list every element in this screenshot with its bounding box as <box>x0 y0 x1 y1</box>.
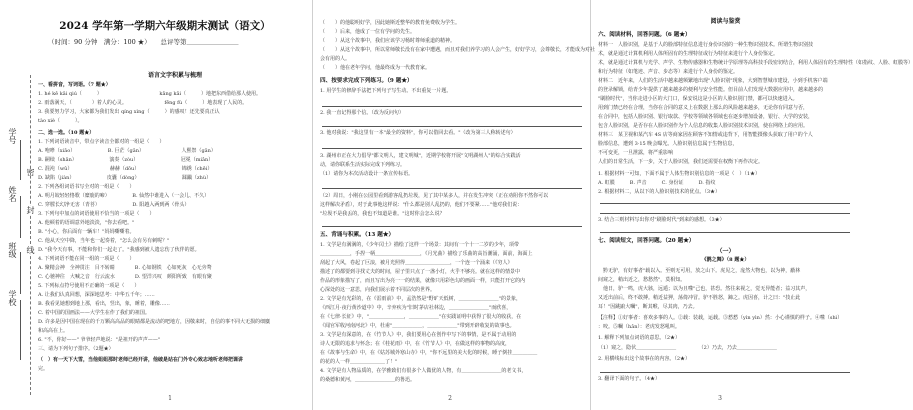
page2-line: 3. 文学是有深意的，在《竹节人》中，我们要用心在创作中写下的事情，是不属于动用的 <box>320 332 517 338</box>
part-title: 语言文字积累与梳理 <box>147 72 202 79</box>
page2-line: （ ）后来，他成了一位有学问的先生。 <box>320 29 416 35</box>
essay-line: 【注释】①好事者：喜欢多事的人。②载：装载，运载。③慭慭（yìn yìn）然：小心谨慎的样子。④噬（shì） <box>598 315 843 321</box>
page3-line: 不可变更，一旦泄露，将严重影响 <box>598 150 674 156</box>
page3-line: 材料二 近年来，人们的生活中越来越频繁地出现"人脸识别"现象，大到智慧城市建设，小到手机客户端 <box>598 78 828 84</box>
page-number: 1 <box>168 395 172 402</box>
question-line: 1. 根据材料一可知，下面不属于人体生物识别信息的一项是（ ）（1★） <box>598 171 761 177</box>
page1-line: 3. 我要努力学习，大家都为我们发出 qíng xìng（ ）的感叹！还先要真正认 <box>38 109 220 115</box>
page1-line: 二、选一选。（10 题★） <box>38 130 95 136</box>
answer-line <box>600 372 850 373</box>
page1-line: 1. 下列词语读音中，带点字读音全都对的一组是（ ） <box>38 139 165 145</box>
answer-line <box>322 188 582 189</box>
answer-line <box>322 226 582 227</box>
page1-line: A. 让我们认真回想，深深地思考：中华五千年；…… <box>38 292 155 298</box>
page-divider <box>590 0 591 410</box>
question-line: A. 虹膜 B. 声音 C. 身份证 D. 指纹 <box>598 180 716 186</box>
page2-line: 动，请你联系生活实际完成下列练习。 <box>320 162 406 168</box>
binding-class-label: 班级 <box>8 242 17 258</box>
answer-line <box>600 213 850 214</box>
question-line: 3. 结合三则材料写出你对"刷脸时代"到来的感想。（3★） <box>598 217 725 223</box>
binding-line-char: 线 <box>26 246 35 254</box>
essay-line: 1. 解释下列加点词语的意思。（2★） <box>598 335 681 341</box>
page2-line: （ ）从这个故事中，所以常师敬长没有在家中遭遇，而且对我们养学习的人会产生，好好学习，会尊敬长，才能成为对社 <box>320 47 596 53</box>
essay-line: 3. 翻译下面的句子。（4★） <box>598 376 661 382</box>
page1-line: 4. 下列词语不能在同一组的一项是（ ） <box>38 256 135 262</box>
page1-line: 1. hé kě kāi qiú（ ） kāng kǎi（ ）地把东西借给那人使用。 <box>38 91 262 97</box>
page3-line: 和行为特征（如笔迹、声音、步态等）来进行个人身份的鉴定。 <box>598 69 739 75</box>
page2-line: 《闻官军收河南河北》中，杜甫"＿＿＿＿＿＿，＿＿＿＿＿＿"带到开辟收复的故事也。 <box>320 323 515 329</box>
page2-line: （2）周日，小刚在公园里看到游客乱扔垃圾，见了其中某多人，并在发生冲突（正在劝阻你不然你可以 <box>320 193 549 199</box>
page1-line: 一、看拼音，写词语。（7 题★） <box>38 82 111 88</box>
page1-line: D. 许多是因中国在现在的千万颗高高品的眼睛都是流动的吧地方，因敬来时，自信的事不同大无损的细麋 <box>38 319 271 325</box>
page3-line: "刷脸时代"，当你走进小区的大门口，保安说这是小区的人脸识别门禁，都可以快速进入。 <box>598 96 798 102</box>
page1-line: D. 缺陷（jiàn） 皮囊（dòng） 蹂躏（zhù） <box>38 175 212 181</box>
page2-line: 2. 我一直记得那个信。（改为反问句） <box>320 110 404 116</box>
page2-line: 《西江月·夜行黄沙道中》中，辛弃疾为"旧时茅店社林边，＿＿＿＿＿＿＿＿"而欣喜， <box>320 305 512 311</box>
page3-line: 术，就是通过计算机与光学、声学、生物传感器和生物统计学原理等高科技手段密切结合，利用人体固有的生理特性（如指纹、人脸、虹膜等） <box>598 60 913 66</box>
binding-number-label: 学号 <box>8 128 17 144</box>
page1-line: 和高高在上。 <box>38 328 69 334</box>
page2-line: 3. 他对我说："我这里有一本"最全的资料"，你可以借回去看。"（改为第三人称转述句） <box>320 130 516 136</box>
exam-title: 2024 学年第一学期六年级期末测试（语文） <box>59 20 271 32</box>
essay-line: 耳！"因跳踉大㘎"，断其喉，尽其肉，乃去。 <box>598 304 698 310</box>
page2-line: 的桑德和黄河，＿＿＿＿＿＿＿＿的鲁迅。 <box>320 377 416 383</box>
page1-line: C. 他从天空中降，当年也一起奏着，"怎么会有另有刺呢？" <box>38 238 170 244</box>
section-heading: 四、按要求完成下列练习。（9 题★） <box>320 78 413 84</box>
answer-line <box>322 126 582 127</box>
page1-line: B. "小心，你后面有一辆车！"妈妈嘶嘶着。 <box>38 229 135 235</box>
page2-line: ＿＿＿＿＿＿，手捏一柄＿＿＿＿＿＿＿＿＿，《月光曲》描绘了乐曲的高旨潮涌，面前，海面上 <box>320 251 533 257</box>
page2-line: "垃圾不是我丢的，我也不知道是谁。"这时你会怎么说？ <box>320 211 445 217</box>
page2-line: 在《故事与生命》中，在《姑苏城外寒山寺》中，"你不远里的美大化的时候，睡子倒挂＿＿＿＿＿ <box>320 350 538 356</box>
page3-line: 脸部信息，遭到 3·15 晚会曝光。人脸识别信息属于生物信息， <box>598 141 738 147</box>
page2-line: 1. 用学生的修辞手法把下列句子写生动。不出重复一片题。 <box>320 88 452 94</box>
page2-line: 描述了的都要到寻找丈夫的时间，屋子里只点了一盏小灯，火乎不够亮。就在这样的情景中 <box>320 269 521 275</box>
page1-line: B. 我看见她想到地上那，看出，竖出，象，睡着，雕像…… <box>38 301 170 307</box>
page1-line: 2. 雨落满天，（ ）着人的心灵。 fēng fù（ ）地表现了人民的。 <box>38 100 248 106</box>
essay-line: 他日，驴一鸣，虎大骇，远遁；以为且噬"己也，甚恐。然往来视之，觉无异能者；益习其声， <box>598 286 811 292</box>
part-title: 阅读与鉴赏 <box>710 18 741 25</box>
page-number: 3 <box>718 395 722 402</box>
page1-line: 三、请为下列句子排序。（2题★） <box>38 346 114 352</box>
page1-line: A. 明月皎轻轻恪歌（糜鹿的啼） B. 仙然中谁进入（一会儿、不久） <box>38 193 210 199</box>
page1-line: 3. 下列句中加点的词语使用不恰当的一项是（ ） <box>38 211 155 217</box>
binding-seal-char: 密 <box>26 168 35 176</box>
binding-fill-line <box>20 300 21 360</box>
page3-line: 包含人脸识别，是否存在人脸识别作为个人信息的收集人脸识别技术识别，使在网络上的应用。 <box>598 123 809 129</box>
answer-line <box>600 203 850 204</box>
page1-line: 完。 <box>38 366 49 372</box>
page2-line: 这样解决矛盾），对于此事他这样说："什么都是别人乱扔的，他们不要紧……"他对我们说： <box>320 202 523 208</box>
page2-line: 作品的形象描写了，而且写出为亮一一的结果，就像只用彩色勾的画面一样，只能打开它的内 <box>320 278 526 284</box>
binding-fill-line <box>20 140 21 180</box>
page-divider <box>312 0 313 410</box>
page-number: 2 <box>448 395 452 402</box>
page2-line: 诗人无限的追求与怀念；在《桂花雨》中，在《竹节人》中，在做这样的事物的高度， <box>320 341 511 347</box>
page1-line: D. "我今天有事，不能和你们一起走了。"我感到被人遗忘伤了伙伴的愿。 <box>38 247 200 253</box>
page2-line: 1. 文学是有满满的，《少年闰土》描绘了这样一个场景：其间有一个十一二岁的少年，项带 <box>320 242 519 248</box>
page1-line: （ ）有一天下大雪，当他姐姐那时老师已经开讲，他破是站在门外专心致志地听老师把课讲 <box>38 357 244 363</box>
page3-line: 材料一 人脸识别，是基于人的脸部特征信息进行身份识别的一种生物识别技术。所谓生物识别技 <box>598 42 814 48</box>
essay-number: （一） <box>716 248 735 255</box>
binding-fill-line <box>20 196 21 238</box>
page3-line: 的登录解锁，给青少年提供了越来越多的便利与安全性能。但目前人们发现大数据应用中，越来越多的 <box>598 87 824 93</box>
page3-line: 人们的日常生活，下一步，关于人脸识别，我们还需要在权衡下再作决定。 <box>598 159 764 165</box>
page2-line: 在《七律·长征》中，"＿＿＿＿＿＿＿，＿＿＿＿＿＿"在实践证明中获得了很大的收获，在 <box>320 314 522 320</box>
page2-line: （ ）从这个故事中，我们应该学习杨时尊师重道的精神。 <box>320 38 456 44</box>
page2-line: （1）请你为本次活动设计一条宣传标语。 <box>320 171 414 177</box>
essay-line: 又近出前后，终不敢搏。稍近益狎，荡倚冲冒。驴不胜怒，蹄之。虎因喜，计之曰："技止此 <box>598 295 801 301</box>
page2-line: 2. 文学是有光彩的，在《雷雨前》中，孟浩然是"野旷天低树，＿＿＿＿＿＿＿＿"的景象， <box>320 296 521 302</box>
page3-line: 在合同中，包括人脸识别、银行取款、学校等领域各领域也在逐步增加设备，银行、大学的安装， <box>598 114 814 120</box>
section-heading: 五、背诵与积累。（13 题★） <box>320 232 395 238</box>
section-heading: 七、阅读短文，回答问题。（20 题★） <box>598 238 695 244</box>
page1-line: A. 咆哮（xiāo） B. 巨茫（gǎn） 人熙祭（gǎn） <box>38 148 216 154</box>
page1-line: C. 心驰神往 大喊之音 行云流水 D. 望洋兴叹 颜阳所致 有眼有聚 <box>38 274 212 280</box>
page1-line: A. 他顿着的语调意外地淡淡，"你去看吧。" <box>38 220 135 226</box>
page3-line: 用到门禁已经在合理，当你在合同的意义上在数据上那么的风险越来越多，无论你有同意与否， <box>598 105 809 111</box>
answer-line <box>600 232 850 233</box>
exam-info: （时间：90 分钟 满分：100 ★） 总评等第＿＿＿＿＿＿＿＿ <box>48 38 239 46</box>
essay-line: 间窥之，稍出近之，愁愁然"，莫相知。 <box>598 277 686 283</box>
section-heading: 六、阅读材料，回答问题。（6 题★） <box>598 32 691 38</box>
page1-line: C. 穿膛长幻净无害（青菩） D. 阳越入两到两（骨头） <box>38 202 190 208</box>
page2-line: 4. 文学是有人物品质的，在学雅致们有很多个人做优的人物，有＿＿＿＿＿＿＿＿的老文书， <box>320 368 527 374</box>
essay-line: 黔无驴，有好事者"载以入。至则无可用，放之山下。虎见之，庞然大物也，以为神，蔽林 <box>598 268 801 274</box>
page1-line: 2. 下列各组词语书写全对的一组是（ ） <box>38 184 135 190</box>
page1-line: 5. 下列标点符号使用不正确的一项是（ ） <box>38 283 140 289</box>
binding-cut-line <box>30 75 31 395</box>
page2-line: 3. 湖州市正在大力倡导"都文明人，建文明城"，近期学校将开展"文明湖州人"的综合实践活 <box>320 153 521 159</box>
page1-line: 6. "不，你好——" 爷爷轻声地说："是祖开的声声——" <box>38 337 161 343</box>
page2-line: 刮起了大风，卷起了巨浪，被月光照得＿＿＿＿＿＿＿＿＿，一个连一个涌来（《穷人》 <box>320 260 513 266</box>
page1-line: A. 聚精会神 全神贯注 目不转睛 B. 心如钢铁 心如死灰 心无旁骛 <box>38 265 212 271</box>
essay-line: 2. 用横线标出这个故事在的内容。（2★） <box>598 356 691 362</box>
page3-line: 材料三 某卫视和某汽车 4S 店等商家因在顾客不知情或违背下，用智能摄像头获取了用户的个人 <box>598 132 813 138</box>
page2-line: 的花的人一样＿＿＿＿＿＿＿了！" <box>320 359 398 365</box>
page3-line: 术，就是通过计算机利用人体所固有的生理特征或行为特征来进行个人身份鉴定。 <box>598 51 779 57</box>
page2-line: 会有用的人。 <box>320 56 351 62</box>
question-line: 2. 根据材料二，从以下的人脸识别技术的优点。（3★） <box>598 189 721 195</box>
page1-line: B. 嗣续（shān） 演奏（zòu） 冠冕（miǎn） <box>38 157 214 163</box>
binding-fill-line <box>20 252 21 294</box>
page1-line: tào xiè（ ）。 <box>38 118 83 124</box>
answer-line <box>322 106 582 107</box>
essay-title: 《鹊之舞》（8 题★） <box>701 257 750 263</box>
essay-line: （1）窥之，隐伏＿＿＿＿＿＿＿＿ （2）乃去，乃去＿＿＿＿＿＿＿＿ <box>598 345 777 351</box>
page2-line: 心深处的这一意思，向我们展示着不同层次的世界。 <box>320 287 436 293</box>
page2-line: （ ）的他聪明好学，因此她斯近整华的教育免费收为学生。 <box>320 20 461 26</box>
page1-line: C. 着中国的国画法——大学生在作了我们的祖国。 <box>38 310 150 316</box>
answer-line <box>322 148 582 149</box>
essay-line: ：咬。⑤㘎（hǎn）：老虎发怒吼叫。 <box>598 324 680 330</box>
binding-sealed-char: 封 <box>26 206 35 214</box>
page2-line: （ ）他在老年学问，他最终成为一代教育家。 <box>320 65 431 71</box>
page1-line: C. 混沌（wǔ） 赫赫（dōu） 锦绣（chēi） <box>38 166 213 172</box>
binding-name-label: 姓名 <box>8 186 17 202</box>
binding-school-label: 学校 <box>8 290 17 306</box>
